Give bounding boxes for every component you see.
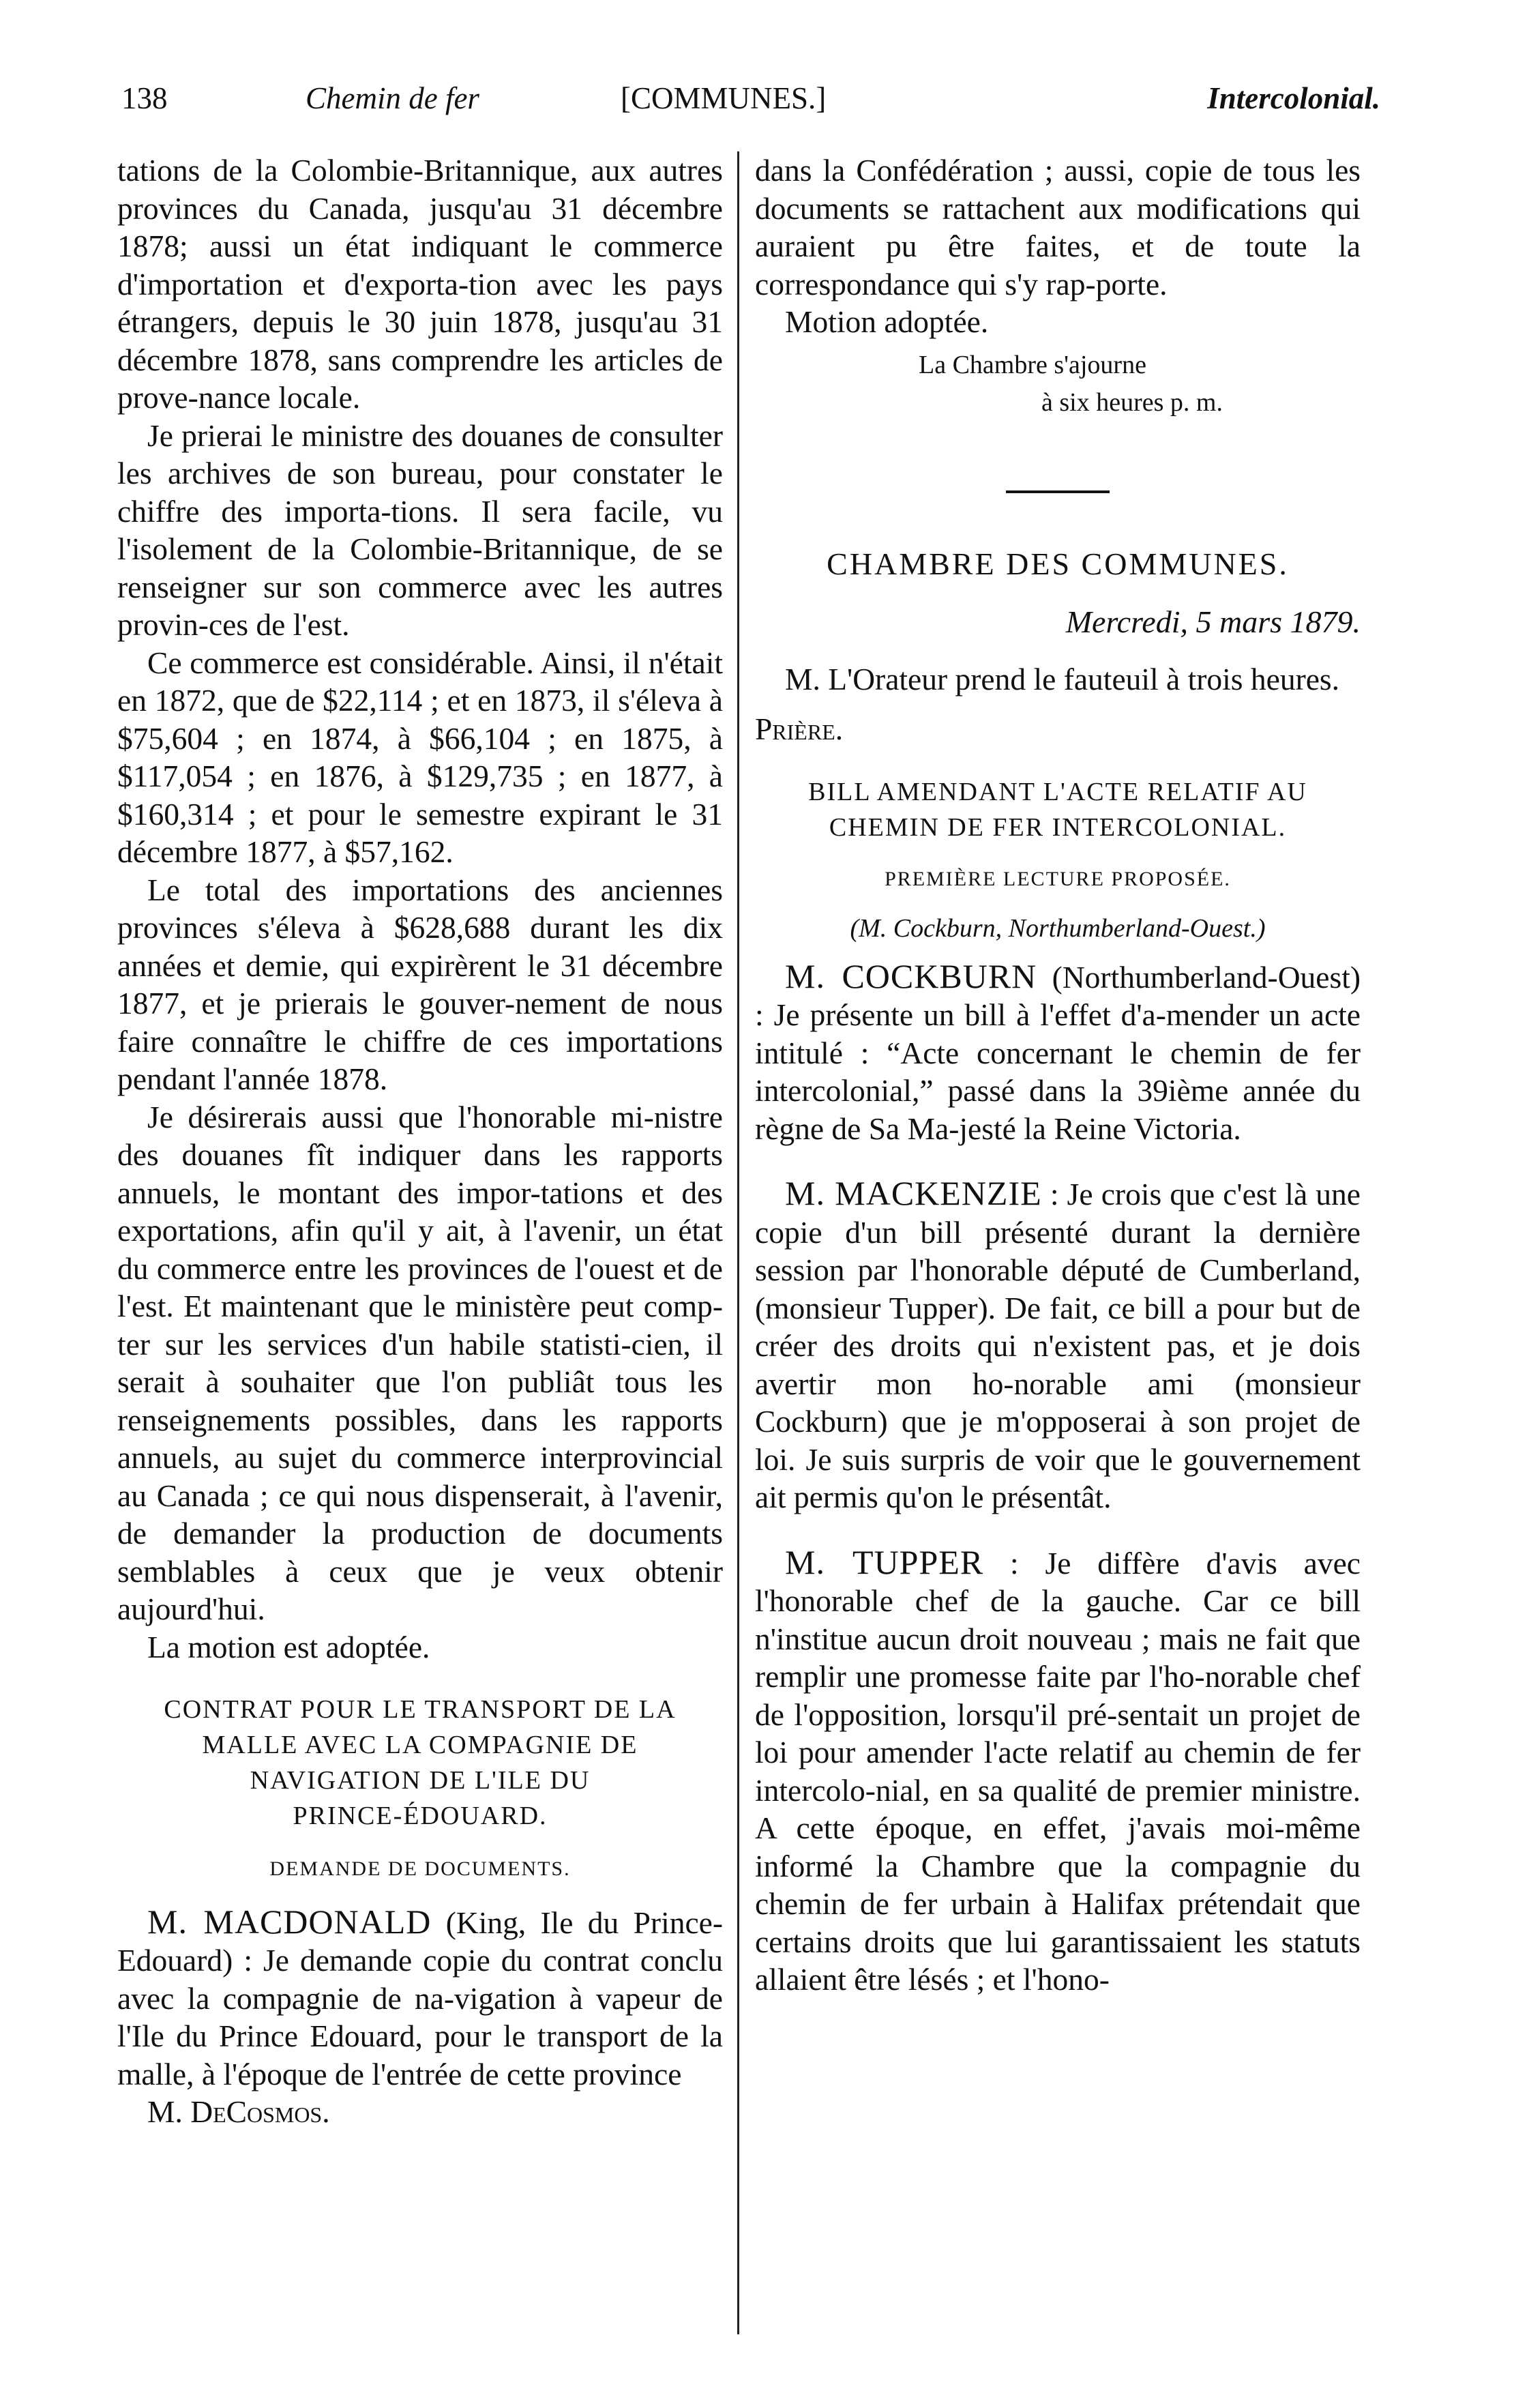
speech-paragraph — [755, 1544, 1361, 1999]
adjournment-line: La Chambre s'ajourne — [919, 350, 1146, 379]
bill-attribution: (M. Cockburn, Northumberland-Ouest.) — [850, 914, 1266, 943]
speech-text: : Je crois que c'est là une copie d'un bill présenté durant la dernière session par l'honorable député de Cumberland, (monsieur Tupper). De fait, ce bill a pour but de créer des droits qui n'existent pas, et je dois avertir mon ho-norable ami (monsieur Cockburn) que je m'opposerai à son projet de loi. Je suis surpris de voir que le gouvernement ait permis qu'on le présentât. — [755, 1177, 1361, 1514]
bill-subtitle: PREMIÈRE LECTURE PROPOSÉE. — [885, 867, 1231, 890]
paragraph: dans la Confédération ; aussi, copie de tous les documents se rattachent aux modifications qui auraient pu être faites, et de toute la correspondance qui s'y rap-porte. — [755, 153, 1361, 302]
paragraph: Je prierai le ministre des douanes de consulter les archives de son bureau, pour constater le chiffre des importa-tions. Il sera facile, vu l'isolement de la Colombie-Britannique, de se renseigner sur son commerce avec les autres provin-ces de l'est. — [117, 417, 723, 642]
speech-paragraph — [755, 958, 1361, 1148]
speaker-name: M. MACKENZIE — [785, 1174, 1042, 1212]
adjournment-line: à six heures p. m. — [1041, 388, 1223, 417]
left-column — [117, 151, 723, 2362]
section-title-line: NAVIGATION DE L'ILE DU — [250, 1766, 591, 1795]
running-title-left: Chemin de fer — [306, 81, 479, 115]
section-subtitle: DEMANDE DE DOCUMENTS. — [269, 1858, 571, 1880]
section-title-line: MALLE AVEC LA COMPAGNIE DE — [202, 1731, 638, 1759]
prayer-heading: Prière. — [755, 711, 844, 746]
right-column — [755, 151, 1361, 2362]
speech-paragraph — [755, 1175, 1361, 1516]
paragraph: tations de la Colombie-Britannique, aux autres provinces du Canada, jusqu'au 31 décembre 1878; aussi un état indiquant le commerce d'importation et d'exporta-tion avec les pays étrangers, depuis le 30 juin 1878, jusqu'au 31 décembre 1878, sans comprendre les articles de prove-nance locale. — [117, 153, 723, 415]
speech-text: (Northumberland-Ouest) : Je présente un bill à l'effet d'a-mender un acte intitulé : “Acte concernant le chemin de fer intercolonial,” passé dans la 39ième année du règne de Sa Ma-jesté la Reine Victoria. — [755, 959, 1361, 1146]
speaker-name — [117, 2093, 723, 2131]
motion-adopted: Motion adoptée. — [785, 304, 989, 339]
speech-paragraph — [117, 1903, 723, 2094]
speaker-name: M. COCKBURN — [785, 956, 1037, 995]
chamber-title: CHAMBRE DES COMMUNES. — [827, 546, 1289, 581]
paragraph: M. L'Orateur prend le fauteuil à trois heures. — [785, 661, 1340, 696]
speaker-name: M. TUPPER — [785, 1542, 984, 1581]
speaker-name-text: M. DeCosmos. — [147, 2094, 330, 2129]
section-title-line: CONTRAT POUR LE TRANSPORT DE LA — [164, 1695, 677, 1724]
speech-text: (King, Ile du Prince-Edouard) : Je demande copie du contrat conclu avec la compagnie de na-vigation à vapeur de l'Ile du Prince Edouard, pour le transport de la malle, à l'époque de l'entrée de cette province — [117, 1905, 723, 2091]
page-header — [121, 80, 1380, 128]
sitting-date: Mercredi, 5 mars 1879. — [1065, 604, 1361, 639]
page-number: 138 — [121, 81, 168, 115]
column-divider — [737, 151, 739, 2334]
motion-adopted: La motion est adoptée. — [147, 1629, 430, 1664]
bill-title-line: BILL AMENDANT L'ACTE RELATIF AU — [808, 777, 1307, 806]
bill-title-line: CHEMIN DE FER INTERCOLONIAL. — [829, 812, 1287, 842]
speaker-name: M. MACDONALD — [147, 1902, 432, 1941]
paragraph: Je désirerais aussi que l'honorable mi-nistre des douanes fît indiquer dans les rapports annuels, le montant des impor-tations et des exportations, afin qu'il y ait, à l'avenir, un état du commerce entre les provinces de l'ouest et de l'est. Et maintenant que le ministère peut comp-ter sur les services d'un habile statisti-cien, il serait à souhaiter que l'on publiât tous les renseignements possibles, dans les rapports annuels, au sujet du commerce interprovincial au Canada ; ce qui nous dispenserait, à l'avenir, de demander la production de documents semblables à ceux que je veux obtenir aujourd'hui. — [117, 1099, 723, 1626]
speech-text: : Je diffère d'avis avec l'honorable chef de la gauche. Car ce bill n'institue aucun droit nouveau ; mais ne fait que remplir une promesse faite par l'ho-norable chef de l'opposition, lorsqu'il pré-sentait un projet de loi pour amender l'acte relatif au chemin de fer intercolo-nial, en sa qualité de premier ministre. A cette époque, en effet, j'avais moi-même informé la Chambre que la compagnie du chemin de fer urbain à Halifax prétendait que certains droits que lui garantissaient les statuts allaient être lésés ; et l'hono- — [755, 1545, 1361, 1997]
paragraph: Ce commerce est considérable. Ainsi, il n'était en 1872, que de $22,114 ; et en 1873, il s'éleva à $75,604 ; en 1874, à $66,104 ; en 1875, à $117,054 ; en 1876, à $129,735 ; en 1877, à $160,314 ; et pour le semestre expirant le 31 décembre 1877, à $57,162. — [117, 645, 723, 869]
running-title-right: Intercolonial. — [1207, 81, 1380, 115]
section-title-line: PRINCE-ÉDOUARD. — [293, 1802, 548, 1830]
paragraph: Le total des importations des anciennes provinces s'éleva à $628,688 durant les dix années et demie, qui expirèrent le 31 décembre 1877, et je prierais le gouver-nement de nous faire connaître le chiffre de ces importations pendant l'année 1878. — [117, 872, 723, 1096]
running-title-center: [COMMUNES.] — [621, 81, 827, 115]
